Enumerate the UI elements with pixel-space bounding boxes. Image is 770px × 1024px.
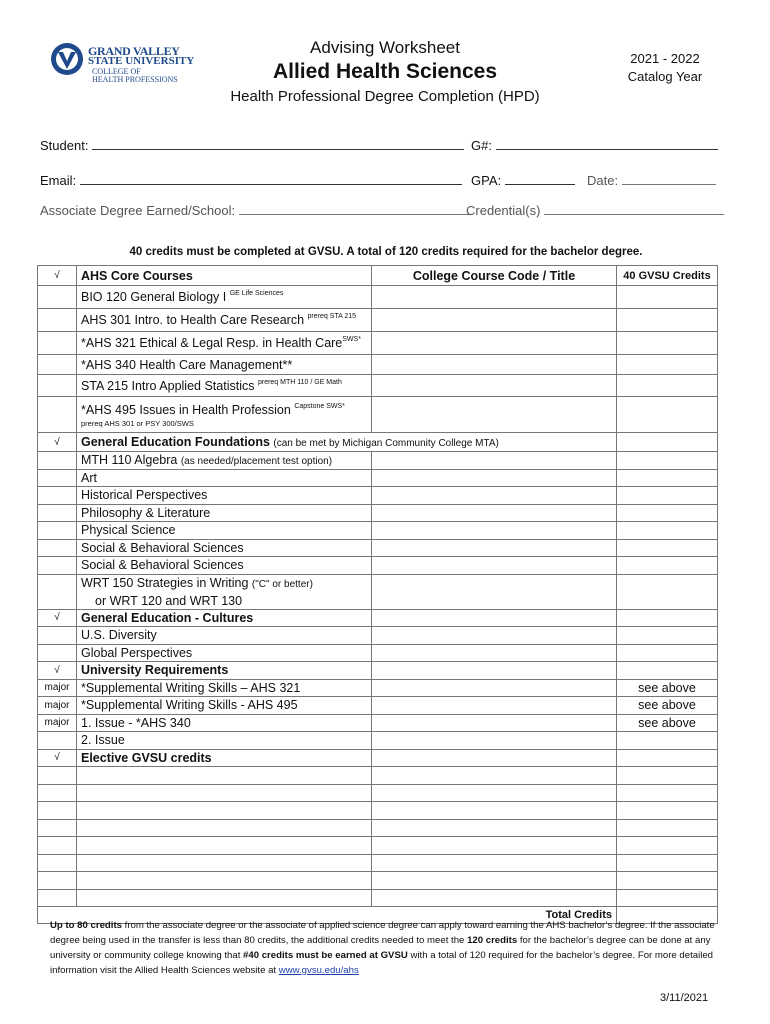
credits-cell[interactable] [617,557,718,575]
check-cell[interactable] [38,732,77,750]
course-code-cell[interactable] [372,802,617,820]
check-cell[interactable] [38,574,77,609]
check-cell[interactable] [38,355,77,375]
check-cell[interactable]: √ [38,433,77,452]
email-line[interactable] [80,183,462,185]
transfer-credit-note: Up to 80 credits from the associate degree or the associate of applied science degree can apply toward earning the AHS bachelor’s degree. If the associate degree being used in the transfer is less than 80 credits, the additional credits needed to meet the 120 credits for the bachelor’s degree can be done at any university or community college knowing that #40 credits must be earned at GVSU with a total of 120 required for the bachelor’s degree. For more detailed information visit the Allied Health Sciences website at www.gvsu.edu/ahs [50,920,715,976]
credits-cell[interactable] [617,732,718,750]
course-name: AHS 301 Intro. to Health Care Research $^{prereq STA 215}$ [77,309,372,332]
major-mark: major [38,679,77,697]
course-code-cell[interactable] [372,627,617,645]
course-name: 1. Issue - *AHS 340 [77,714,372,732]
student-label: Student: [40,138,89,153]
course-code-cell[interactable] [372,854,617,872]
table-row [38,469,718,487]
check-cell[interactable] [38,504,77,522]
gpa-field[interactable] [471,173,575,188]
course-code-cell[interactable] [372,332,617,355]
credits-cell[interactable] [617,355,718,375]
table-row [38,309,718,332]
check-cell[interactable] [38,539,77,557]
table-row [38,286,718,309]
check-cell[interactable]: √ [38,662,77,680]
check-cell[interactable] [38,802,77,820]
course-name: 2. Issue [77,732,372,750]
course-name: WRT 150 Strategies in Writing ("C" or better) or WRT 120 and WRT 130 [77,574,372,609]
course-name-cell[interactable] [77,872,372,890]
credits-cell[interactable] [617,469,718,487]
course-code-cell[interactable] [372,557,617,575]
credits-cell[interactable] [617,872,718,890]
email-label: Email: [40,173,77,188]
course-code-cell[interactable] [372,679,617,697]
course-name-cell[interactable] [77,784,372,802]
table-row [38,697,718,715]
course-code-cell[interactable] [372,574,617,609]
catalog-year [610,50,720,86]
page-title: Allied Health Sciences [272,60,498,83]
course-name: Social & Behavioral Sciences [77,557,372,575]
major-mark: major [38,714,77,732]
course-name: *Supplemental Writing Skills - AHS 495 [77,697,372,715]
credit-requirement-note: 40 credits must be completed at GVSU. A total of 120 credits required for the bachelor degree. [129,246,643,258]
credits-cell[interactable] [617,574,718,609]
credits-cell[interactable] [617,837,718,855]
logo-line-3: COLLEGE OF HEALTH PROFESSIONS [92,67,178,84]
gpa-label: GPA: [471,173,502,188]
elective-header: Elective GVSU credits [77,749,372,767]
course-code-cell[interactable] [372,644,617,662]
table-row [38,487,718,505]
course-code-cell[interactable] [372,487,617,505]
credits-cell[interactable] [617,749,718,767]
catalog-label: Catalog Year [627,69,703,84]
credits-cell[interactable] [617,854,718,872]
course-name: Historical Perspectives [77,487,372,505]
course-code-cell[interactable] [372,784,617,802]
credits-cell: see above [617,697,718,715]
credits-cell[interactable] [617,309,718,332]
course-code-cell[interactable] [372,749,617,767]
table-row [38,732,718,750]
credential-line[interactable] [544,213,724,215]
course-name-cell[interactable] [77,889,372,907]
gpa-line[interactable] [505,183,575,185]
core-header-row [38,266,718,286]
course-code-cell[interactable] [372,837,617,855]
credits-cell[interactable] [617,662,718,680]
table-row [38,355,718,375]
table-row [38,504,718,522]
logo-line-1: GRAND VALLEY [88,44,180,58]
check-cell[interactable]: √ [38,266,77,286]
course-name: *AHS 495 Issues in Health Profession $^{Capstone SWS*}$ prereq AHS 301 or PSY 300/SWS [77,397,372,433]
check-cell[interactable] [38,767,77,785]
table-row [38,375,718,397]
blank-row [38,854,718,872]
gvsu-logo [50,40,195,86]
credits-cell[interactable] [617,433,718,452]
date-line[interactable] [622,183,716,185]
credits-cell[interactable] [617,487,718,505]
course-code-cell[interactable] [372,522,617,540]
g-number-line[interactable] [496,148,718,150]
gvsu-emblem-icon [50,42,84,76]
course-code-cell[interactable] [372,889,617,907]
total-credits-label: Total Credits [38,907,617,924]
check-cell[interactable] [38,309,77,332]
major-mark: major [38,697,77,715]
course-name: Global Perspectives [77,644,372,662]
worksheet-subtitle: Advising Worksheet [310,38,460,57]
g-number-label: G#: [471,138,492,153]
course-name: Philosophy & Literature [77,504,372,522]
check-cell[interactable] [38,889,77,907]
table-row [38,627,718,645]
table-row [38,574,718,609]
student-line[interactable] [92,148,464,150]
blank-row [38,889,718,907]
course-code-cell[interactable] [372,732,617,750]
logo-line-2: STATE UNIVERSITY [88,55,195,67]
credits-cell[interactable] [617,627,718,645]
blank-row [38,837,718,855]
course-name-cell[interactable] [77,802,372,820]
blank-row [38,872,718,890]
course-name: BIO 120 General Biology I $^{GE Life Sciences}$ [77,286,372,309]
course-prereq: prereq AHS 301 or PSY 300/SWS [81,418,194,428]
table-row [38,522,718,540]
course-name-cell[interactable] [77,837,372,855]
blank-row [38,784,718,802]
course-code-header: College Course Code / Title [372,266,617,286]
credits-cell[interactable] [617,539,718,557]
credits-cell[interactable] [617,375,718,397]
revision-date: 3/11/2021 [660,992,709,1004]
check-cell[interactable] [38,644,77,662]
blank-row [38,802,718,820]
check-cell[interactable] [38,487,77,505]
table-row [38,452,718,470]
student-field[interactable] [40,138,464,153]
check-cell[interactable] [38,557,77,575]
university-header: University Requirements [77,662,372,680]
credits-cell[interactable] [617,802,718,820]
credits-cell[interactable] [617,332,718,355]
course-code-cell[interactable] [372,872,617,890]
associate-degree-field[interactable] [40,203,471,218]
cultures-header-row [38,609,718,627]
cultures-header: General Education - Cultures [77,609,372,627]
course-code-cell[interactable] [372,609,617,627]
credits-cell[interactable] [617,397,718,433]
associate-degree-label: Associate Degree Earned/School: [40,203,236,218]
course-code-cell[interactable] [372,714,617,732]
program-title: Health Professional Degree Completion (HPD) [230,88,540,105]
date-field[interactable] [587,173,716,188]
ahs-website-link[interactable]: www.gvsu.edu/ahs [278,965,359,976]
check-cell[interactable]: √ [38,749,77,767]
table-row [38,714,718,732]
course-name: MTH 110 Algebra (as needed/placement test option) [77,452,372,470]
table-row [38,679,718,697]
course-name: STA 215 Intro Applied Statistics $^{prereq MTH 110 / GE Math}$ [77,375,372,397]
course-name: *AHS 340 Health Care Management** [77,355,372,375]
g-number-field[interactable] [471,138,718,153]
elective-header-row [38,749,718,767]
credits-cell[interactable] [617,609,718,627]
check-cell[interactable] [38,854,77,872]
credits-cell[interactable] [617,889,718,907]
check-cell[interactable] [38,397,77,433]
credits-cell[interactable] [617,522,718,540]
gen-ed-header-row [38,433,718,452]
course-code-cell[interactable] [372,286,617,309]
course-code-cell[interactable] [372,375,617,397]
table-row [38,332,718,355]
associate-degree-line[interactable] [239,213,471,215]
check-cell[interactable] [38,837,77,855]
course-code-cell[interactable] [372,539,617,557]
course-name-cell[interactable] [77,819,372,837]
table-row [38,557,718,575]
credits-cell[interactable] [617,819,718,837]
date-label: Date: [587,173,619,188]
check-cell[interactable]: √ [38,609,77,627]
credential-label: Credential(s) [466,203,541,218]
course-code-cell[interactable] [372,819,617,837]
table-row [38,644,718,662]
core-courses-header: AHS Core Courses [77,266,372,286]
course-code-cell[interactable] [372,469,617,487]
check-cell[interactable] [38,872,77,890]
course-code-cell[interactable] [372,452,617,470]
check-cell[interactable] [38,332,77,355]
check-cell[interactable] [38,375,77,397]
blank-row [38,819,718,837]
gen-ed-header: General Education Foundations (can be met by Michigan Community College MTA) [77,433,617,452]
course-name: *AHS 321 Ethical & Legal Resp. in Health Care$^{SWS*}$ [77,332,372,355]
course-name: U.S. Diversity [77,627,372,645]
course-worksheet-table [37,265,718,924]
check-cell[interactable] [38,627,77,645]
course-code-cell[interactable] [372,397,617,433]
blank-row [38,767,718,785]
credits-cell[interactable] [617,767,718,785]
check-cell[interactable] [38,452,77,470]
course-name: Social & Behavioral Sciences [77,539,372,557]
course-code-cell[interactable] [372,504,617,522]
table-row [38,397,718,433]
course-code-cell[interactable] [372,662,617,680]
credits-cell: see above [617,714,718,732]
credits-cell[interactable] [617,452,718,470]
credits-cell[interactable] [617,504,718,522]
university-header-row [38,662,718,680]
credits-cell: see above [617,679,718,697]
credential-field[interactable] [466,203,724,218]
catalog-years: 2021 - 2022 [630,51,700,66]
course-code-cell[interactable] [372,309,617,332]
credits-cell[interactable] [617,286,718,309]
table-row [38,539,718,557]
course-name: Physical Science [77,522,372,540]
course-name: Art [77,469,372,487]
email-field[interactable] [40,173,462,188]
credits-cell[interactable] [617,644,718,662]
gvsu-credits-header: 40 GVSU Credits [617,266,718,286]
check-cell[interactable] [38,784,77,802]
course-code-cell[interactable] [372,767,617,785]
check-cell[interactable] [38,286,77,309]
course-name-cell[interactable] [77,767,372,785]
check-cell[interactable] [38,522,77,540]
check-cell[interactable] [38,819,77,837]
credits-cell[interactable] [617,784,718,802]
course-name-cell[interactable] [77,854,372,872]
course-name: *Supplemental Writing Skills – AHS 321 [77,679,372,697]
check-cell[interactable] [38,469,77,487]
course-code-cell[interactable] [372,355,617,375]
course-code-cell[interactable] [372,697,617,715]
